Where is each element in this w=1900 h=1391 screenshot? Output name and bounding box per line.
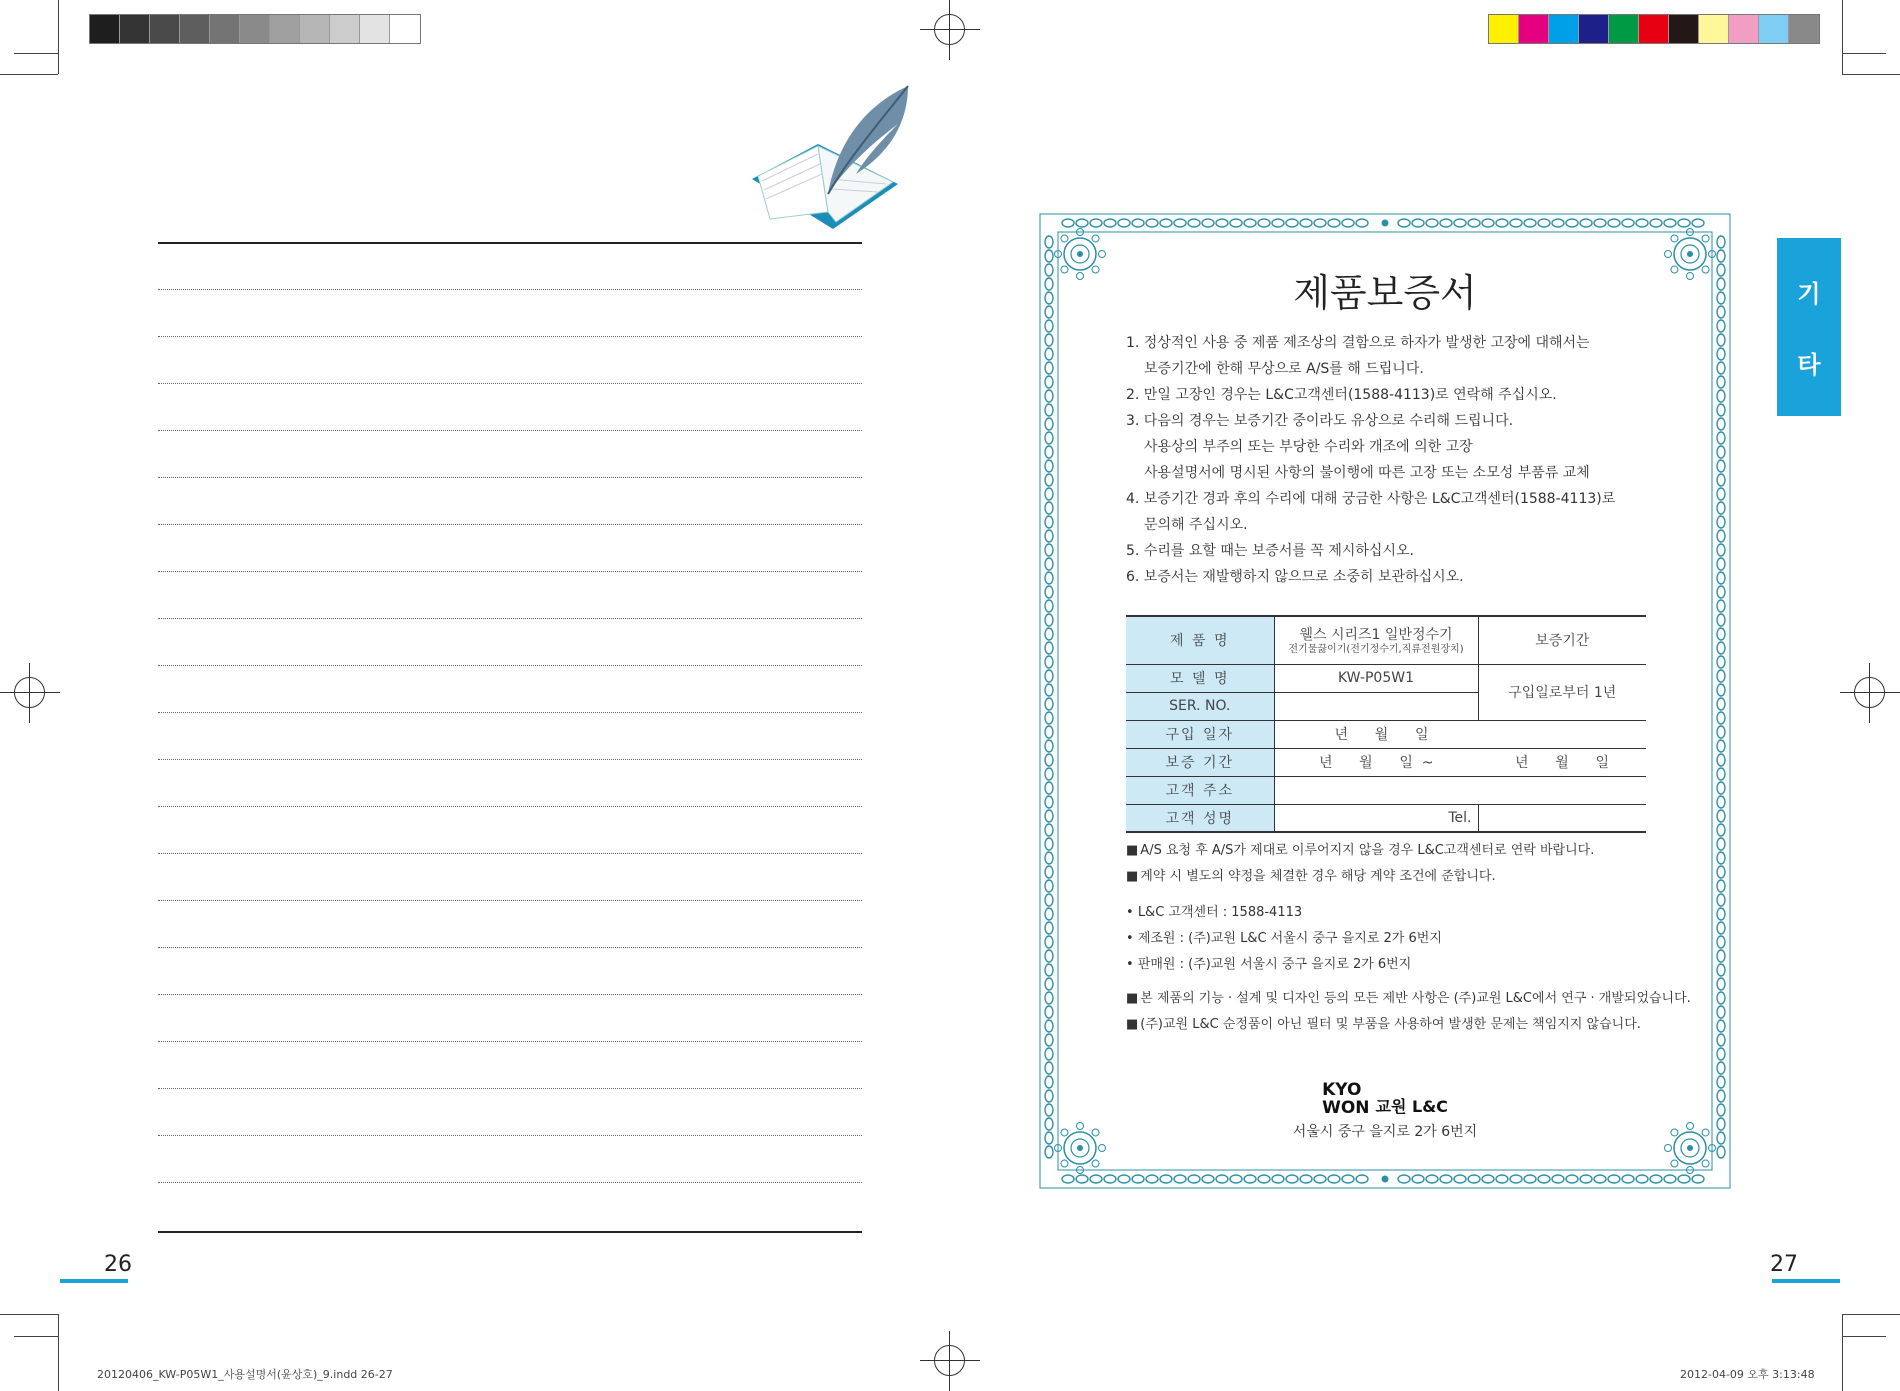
customer-tel-field: [1478, 804, 1646, 832]
color-swatch: [1549, 15, 1579, 43]
color-swatch: [1579, 15, 1609, 43]
memo-line: [158, 759, 862, 760]
memo-line: [158, 477, 862, 478]
side-tab-char-2: 타: [1797, 351, 1821, 379]
color-swatch: [1729, 15, 1759, 43]
gray-swatch: [150, 15, 180, 43]
disclaimer-notes: [1126, 986, 1691, 1038]
notice-line: 6. 보증서는 재발행하지 않으므로 소중히 보관하십시오.: [1126, 569, 1464, 585]
gray-swatch: [90, 15, 120, 43]
memo-line: [158, 900, 862, 901]
gray-swatch: [180, 15, 210, 43]
customer-address-field: [1274, 776, 1646, 804]
table-row: [1126, 804, 1646, 832]
color-swatch: [1669, 15, 1699, 43]
note-item: ■ 계약 시 별도의 약정을 체결한 경우 해당 계약 조건에 준합니다.: [1126, 864, 1594, 890]
color-swatch: [1639, 15, 1669, 43]
memo-line: [158, 430, 862, 431]
table-row: [1126, 748, 1646, 776]
color-swatch: [1609, 15, 1639, 43]
contact-item: • L&C 고객센터 : 1588-4113: [1126, 900, 1442, 926]
notice-line: 4. 보증기간 경과 후의 수리에 대해 궁금한 사항은 L&C고객센터(1588-4113)로: [1126, 491, 1616, 507]
memo-line: [158, 571, 862, 572]
warranty-period-value: 구입일로부터 1년: [1478, 664, 1646, 720]
section-tab-etc: [1777, 238, 1841, 416]
notice-line: 5. 수리를 요할 때는 보증서를 꼭 제시하십시오.: [1126, 543, 1414, 559]
footer-timestamp: 2012-04-09 오후 3:13:48: [1680, 1368, 1815, 1381]
gray-swatch: [300, 15, 330, 43]
gray-swatch: [390, 15, 420, 43]
memo-line: [158, 336, 862, 337]
memo-line: [158, 289, 862, 290]
registration-mark-top: [920, 0, 980, 60]
warranty-notice-list: [1126, 330, 1686, 590]
cmyk-color-bar: [1488, 14, 1820, 44]
notice-line: 1. 정상적인 사용 중 제품 제조상의 결함으로 하자가 발생한 고장에 대해서는: [1126, 335, 1590, 351]
memo-top-rule: [158, 242, 862, 244]
table-row: [1126, 664, 1646, 692]
color-swatch: [1759, 15, 1789, 43]
color-swatch: [1789, 15, 1819, 43]
notice-line: 2. 만일 고장인 경우는 L&C고객센터(1588-4113)로 연락해 주십시오.: [1126, 387, 1557, 403]
memo-line: [158, 618, 862, 619]
warranty-period-header: 보증기간: [1478, 616, 1646, 664]
purchase-date-field: 년 월 일: [1274, 720, 1646, 748]
logo-line-2: WON: [1322, 1098, 1370, 1118]
model-name-value: KW-P05W1: [1274, 664, 1478, 692]
note-item: ■ (주)교원 L&C 순정품이 아닌 필터 및 부품을 사용하여 발생한 문제는 책임지지 않습니다.: [1126, 1012, 1691, 1038]
table-row: [1126, 720, 1646, 748]
memo-line: [158, 1088, 862, 1089]
notice-line: 3. 다음의 경우는 보증기간 중이라도 유상으로 수리해 드립니다.: [1126, 413, 1514, 429]
company-block: [1038, 1080, 1732, 1141]
page-number-left: 26: [104, 1252, 132, 1277]
product-name-cell: [1274, 616, 1478, 664]
gray-swatch: [120, 15, 150, 43]
kyowon-logo: [1322, 1081, 1448, 1117]
service-notes: [1126, 838, 1594, 890]
product-name-label: 제 품 명: [1126, 616, 1274, 664]
memo-line: [158, 383, 862, 384]
side-tab-char-1: 기: [1797, 280, 1821, 308]
memo-line: [158, 712, 862, 713]
page-number-bar-right: [1772, 1279, 1840, 1283]
memo-line: [158, 947, 862, 948]
table-row: [1126, 776, 1646, 804]
notice-line: 보증기간에 한해 무상으로 A/S를 해 드립니다.: [1144, 361, 1424, 377]
footer-filename: 20120406_KW-P05W1_사용설명서(윤상호)_9.indd 26-27: [97, 1368, 393, 1381]
notice-line: 사용상의 부주의 또는 부당한 수리와 개조에 의한 고장: [1144, 439, 1473, 455]
memo-line: [158, 665, 862, 666]
memo-line: [158, 994, 862, 995]
memo-line: [158, 806, 862, 807]
warranty-info-table: [1126, 615, 1646, 833]
color-swatch: [1699, 15, 1729, 43]
serial-number-field: [1274, 692, 1478, 720]
memo-line: [158, 524, 862, 525]
memo-bottom-rule: [158, 1231, 862, 1233]
contact-item: • 제조원 : (주)교원 L&C 서울시 중구 을지로 2가 6번지: [1126, 926, 1442, 952]
gray-swatch: [210, 15, 240, 43]
notice-line: 문의해 주십시오.: [1144, 517, 1248, 533]
serial-number-label: SER. NO.: [1126, 692, 1274, 720]
note-item: ■ 본 제품의 기능 · 설계 및 디자인 등의 모든 제반 사항은 (주)교원 L&C에서 연구 · 개발되었습니다.: [1126, 986, 1691, 1012]
gray-swatch: [330, 15, 360, 43]
warranty-term-from: 년 월 일 ~: [1274, 748, 1478, 776]
customer-address-label: 고객 주소: [1126, 776, 1274, 804]
page-number-bar-left: [60, 1279, 128, 1283]
notice-line: 사용설명서에 명시된 사항의 불이행에 따른 고장 또는 소모성 부품류 교체: [1144, 465, 1590, 481]
customer-tel-label: Tel.: [1274, 804, 1478, 832]
memo-line: [158, 1182, 862, 1183]
book-quill-icon: [748, 84, 918, 234]
gray-swatch: [270, 15, 300, 43]
page-number-right: 27: [1770, 1252, 1798, 1277]
color-swatch: [1489, 15, 1519, 43]
note-item: ■ A/S 요청 후 A/S가 제대로 이루어지지 않을 경우 L&C고객센터로 연락 바랍니다.: [1126, 838, 1594, 864]
gray-color-bar: [89, 14, 421, 44]
color-swatch: [1519, 15, 1549, 43]
warranty-term-to: 년 월 일: [1478, 748, 1646, 776]
model-name-label: 모 델 명: [1126, 664, 1274, 692]
certificate-title: 제품보증서: [1293, 271, 1477, 315]
registration-mark-bottom: [920, 1331, 980, 1391]
logo-line-1: KYO: [1322, 1080, 1362, 1100]
product-name-sub: 전기물끓이기(전기정수기,직류전원장치): [1288, 644, 1464, 656]
contact-list: [1126, 900, 1442, 978]
gray-swatch: [360, 15, 390, 43]
warranty-certificate: [1038, 212, 1732, 1190]
memo-line: [158, 853, 862, 854]
registration-mark-left: [0, 663, 60, 723]
logo-korean: 교원 L&C: [1375, 1097, 1448, 1116]
memo-line: [158, 1041, 862, 1042]
contact-item: • 판매원 : (주)교원 서울시 중구 을지로 2가 6번지: [1126, 952, 1442, 978]
purchase-date-label: 구입 일자: [1126, 720, 1274, 748]
table-row: [1126, 616, 1646, 664]
customer-name-label: 고객 성명: [1126, 804, 1274, 832]
company-address: 서울시 중구 을지로 2가 6번지: [1292, 1124, 1478, 1140]
registration-mark-right: [1840, 663, 1900, 723]
product-name-value: 웰스 시리즈1 일반정수기: [1299, 627, 1453, 644]
warranty-term-label: 보증 기간: [1126, 748, 1274, 776]
memo-line: [158, 1135, 862, 1136]
gray-swatch: [240, 15, 270, 43]
